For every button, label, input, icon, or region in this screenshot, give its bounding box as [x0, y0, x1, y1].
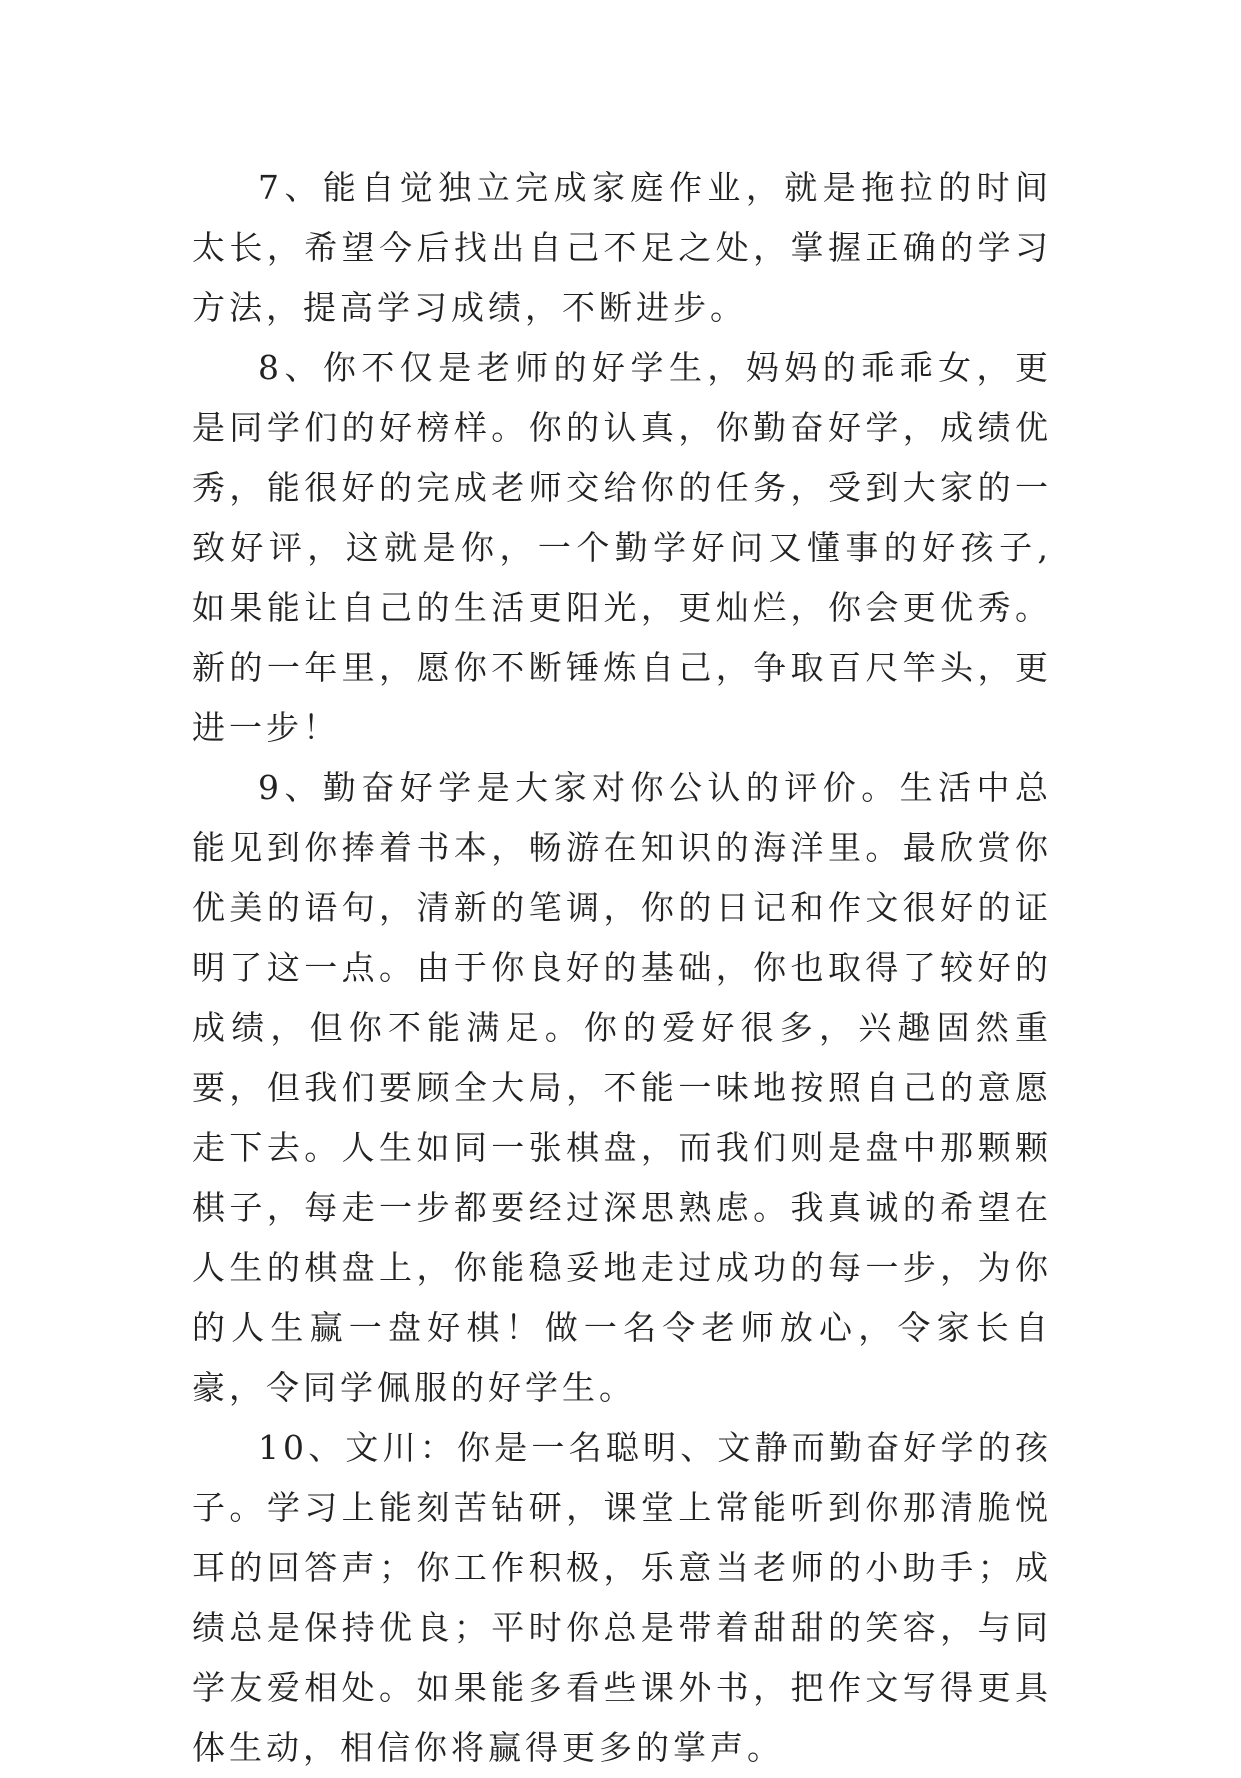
paragraph-8: 8、你不仅是老师的好学生，妈妈的乖乖女，更是同学们的好榜样。你的认真，你勤奋好学，成绩优秀，能很好的完成老师交给你的任务，受到大家的一致好评，这就是你，一个勤学好问又懂事的好孩子,如果能让自己的生活更阳光，更灿烂，你会更优秀。新的一年里，愿你不断锤炼自己，争取百尺竿头，更进一步！: [192, 348, 1052, 747]
document-body: [192, 158, 1052, 1778]
paragraph-10: 10、文川：你是一名聪明、文静而勤奋好学的孩子。学习上能刻苦钻研，课堂上常能听到你那清脆悦耳的回答声；你工作积极，乐意当老师的小助手；成绩总是保持优良；平时你总是带着甜甜的笑容，与同学友爱相处。如果能多看些课外书，把作文写得更具体生动，相信你将赢得更多的掌声。: [192, 1428, 1052, 1767]
paragraph-7: 7、能自觉独立完成家庭作业，就是拖拉的时间太长，希望今后找出自己不足之处，掌握正确的学习方法，提高学习成绩，不断进步。: [192, 168, 1052, 327]
paragraph-9: 9、勤奋好学是大家对你公认的评价。生活中总能见到你捧着书本，畅游在知识的海洋里。最欣赏你优美的语句，清新的笔调，你的日记和作文很好的证明了这一点。由于你良好的基础，你也取得了较好的成绩，但你不能满足。你的爱好很多，兴趣固然重要，但我们要顾全大局，不能一味地按照自己的意愿走下去。人生如同一张棋盘，而我们则是盘中那颗颗棋子，每走一步都要经过深思熟虑。我真诚的希望在人生的棋盘上，你能稳妥地走过成功的每一步，为你的人生赢一盘好棋！做一名令老师放心，令家长自豪，令同学佩服的好学生。: [192, 768, 1052, 1407]
